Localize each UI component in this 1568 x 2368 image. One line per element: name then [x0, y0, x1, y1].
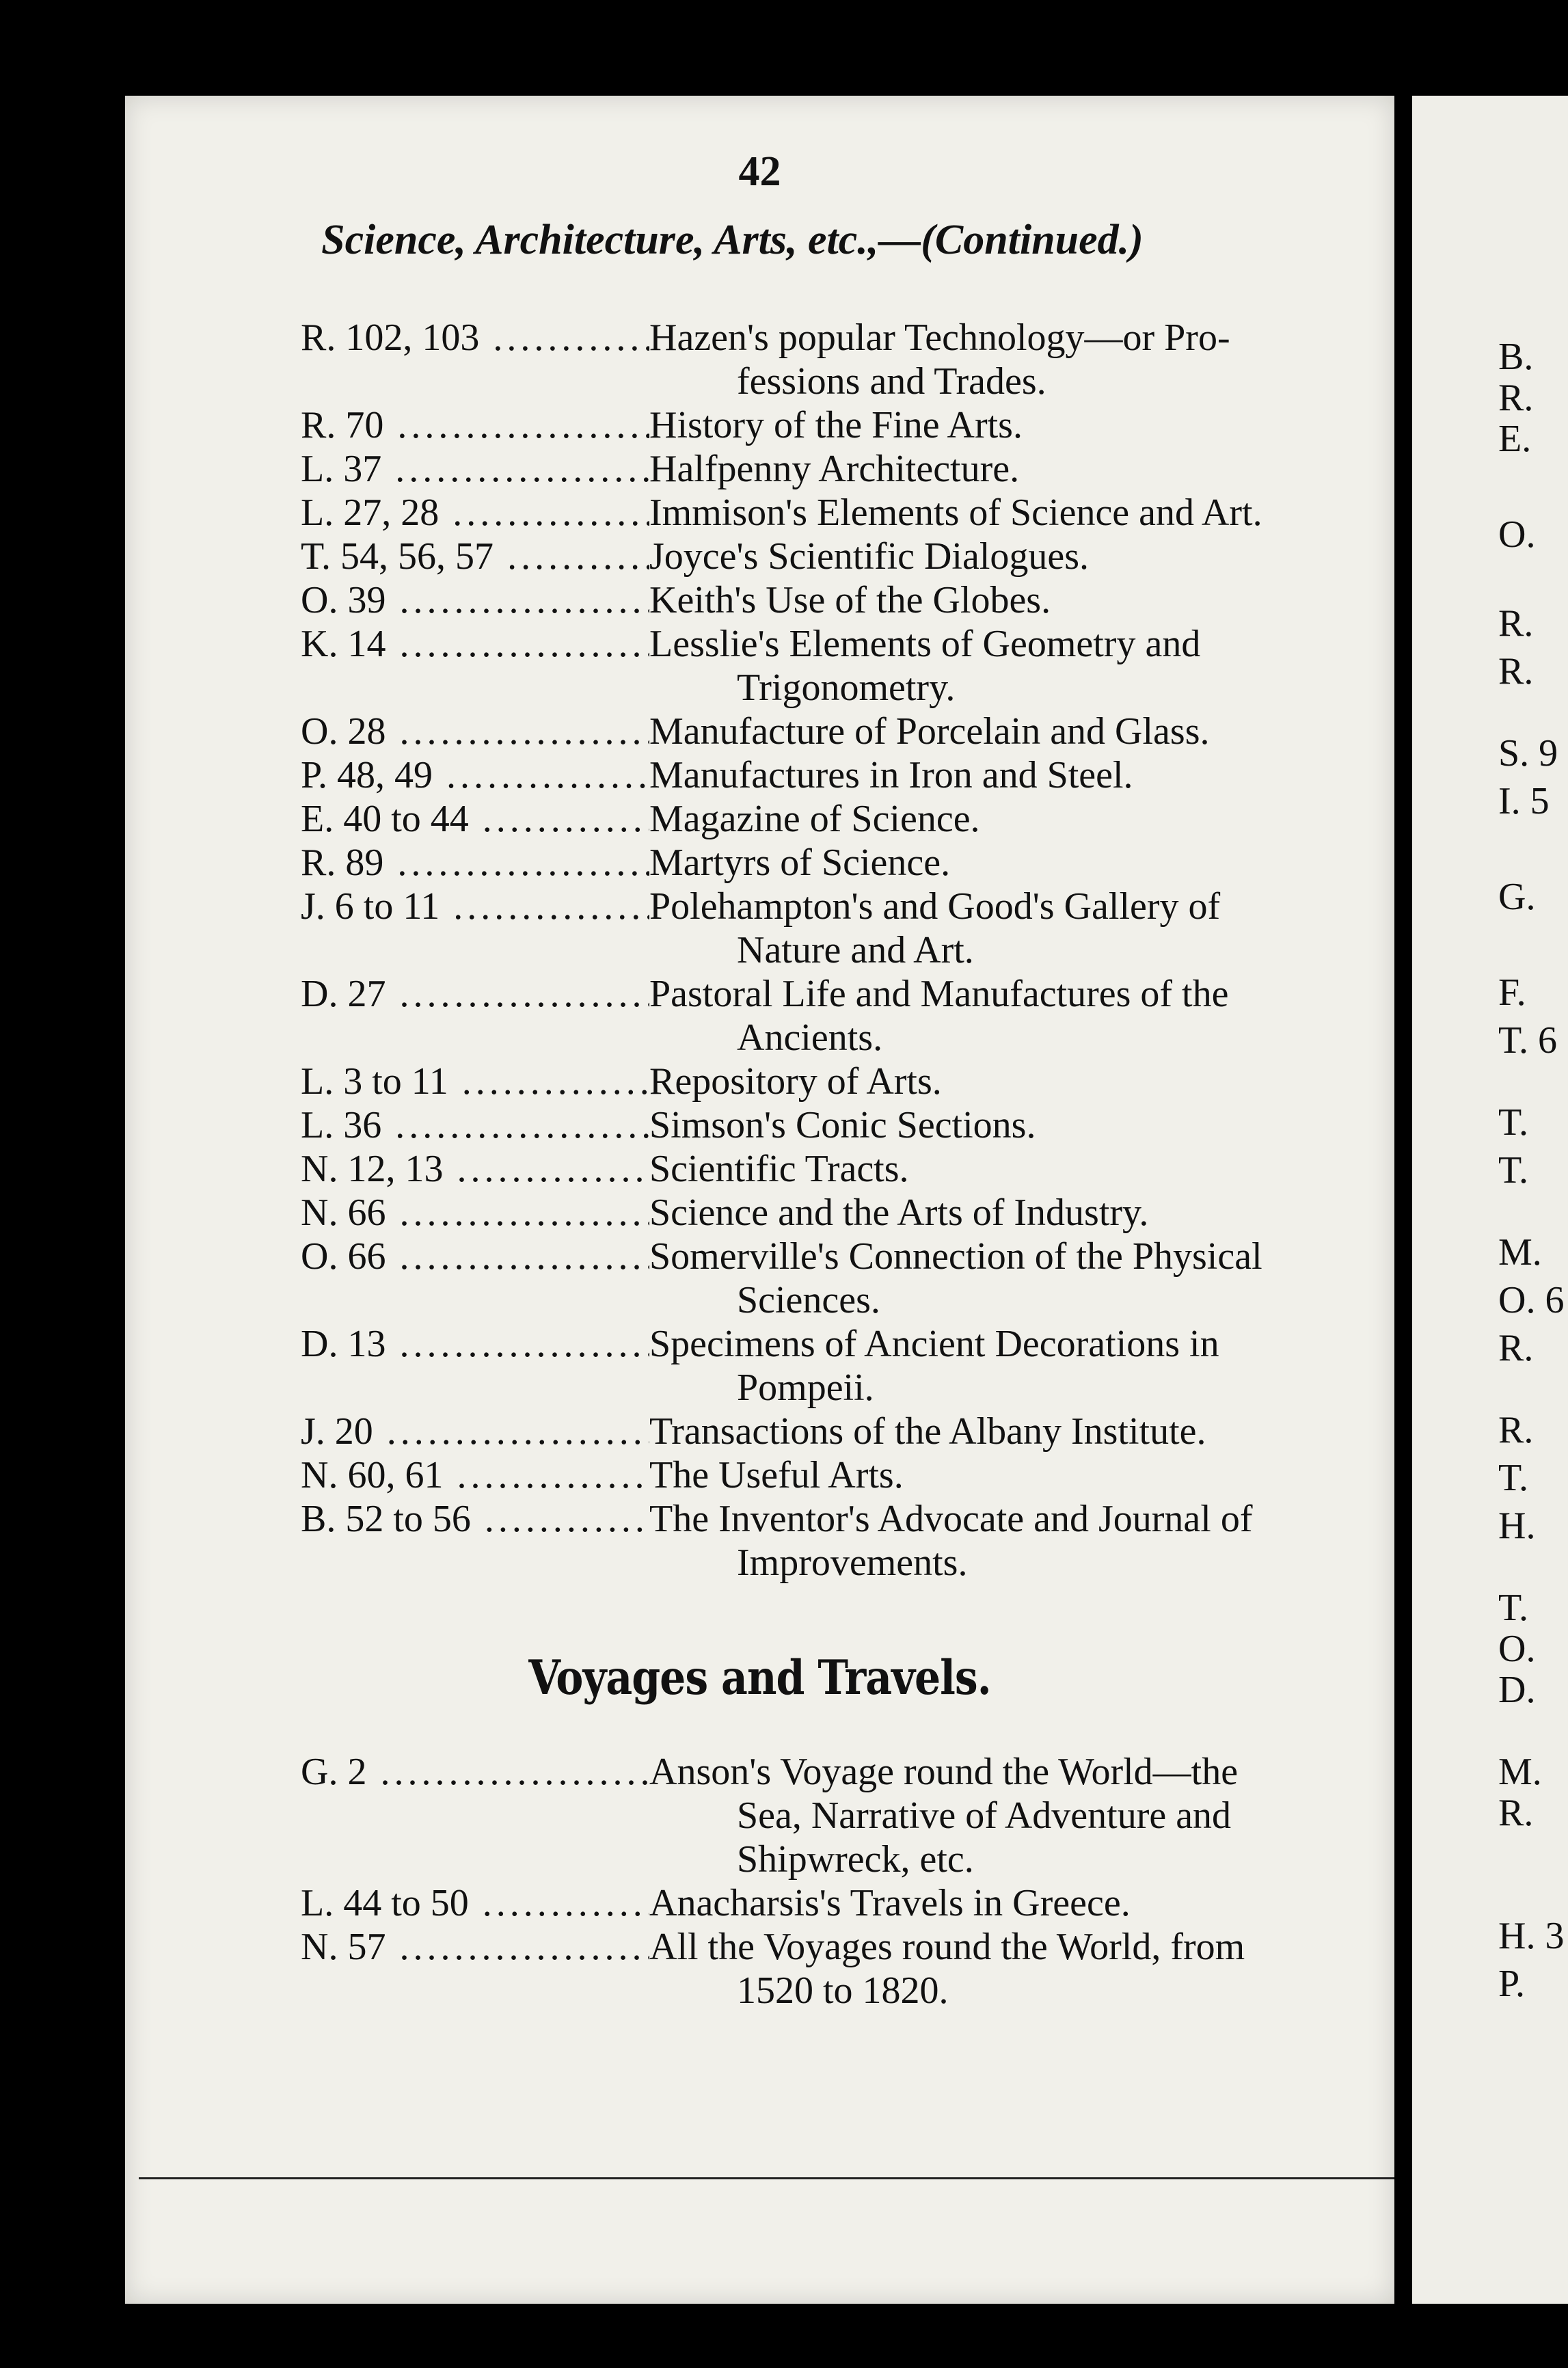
book-title: Scientific Tracts. — [649, 1148, 909, 1190]
science-entry — [301, 1191, 1388, 1235]
left-page — [125, 96, 1394, 2304]
right-page-reference: D. — [1498, 1669, 1536, 1711]
right-page-reference: O. — [1498, 1628, 1536, 1670]
shelf-reference: G. 2 ..... — [301, 1750, 649, 1794]
shelf-reference: R. 70 ..... — [301, 403, 649, 447]
book-title: Immison's Elements of Science and Art. — [649, 492, 1262, 534]
voyages-entry — [301, 1881, 1388, 1925]
science-entry — [301, 1322, 1388, 1410]
book-title: Specimens of Ancient Decorations in Pompeii. — [649, 1323, 1219, 1409]
page-number: 42 — [738, 148, 781, 195]
science-entry — [301, 710, 1388, 753]
shelf-reference: E. 40 to 44 ..... — [301, 797, 649, 841]
right-page-reference: T. — [1498, 1149, 1529, 1192]
book-title: Somerville's Connection of the Physical Sciences. — [649, 1235, 1262, 1321]
book-title: Anson's Voyage round the World—the Sea, Narrative of Adventure and Shipwreck, etc. — [649, 1751, 1239, 1881]
science-list — [301, 316, 1388, 1585]
science-entry — [301, 797, 1388, 841]
right-page-reference: R. — [1498, 602, 1534, 645]
shelf-reference: R. 89 ..... — [301, 841, 649, 885]
science-entry — [301, 316, 1388, 403]
book-title: Hazen's popular Technology—or Pro- fessions and Trades. — [649, 317, 1230, 403]
science-entry — [301, 447, 1388, 491]
right-page-reference: M. — [1498, 1751, 1542, 1793]
right-page-reference: P. — [1498, 1963, 1525, 2005]
section-title-voyages: Voyages and Travels. — [528, 1650, 991, 1706]
right-page-reference: T. 6 — [1498, 1019, 1558, 1062]
book-title: Anacharsis's Travels in Greece. — [649, 1882, 1131, 1924]
book-title: Keith's Use of the Globes. — [649, 579, 1051, 621]
science-entry — [301, 1060, 1388, 1103]
right-page-reference: R. — [1498, 1792, 1534, 1834]
book-title: Manufacture of Porcelain and Glass. — [649, 710, 1210, 753]
right-page-reference: I. 5 — [1498, 780, 1550, 822]
right-page-reference: M. — [1498, 1231, 1542, 1274]
shelf-reference: O. 66 ..... — [301, 1235, 649, 1278]
science-entry — [301, 972, 1388, 1060]
shelf-reference: R. 102, 103 ..... — [301, 316, 649, 360]
book-title: Martyrs of Science. — [649, 842, 951, 884]
shelf-reference: L. 44 to 50 ..... — [301, 1881, 649, 1925]
shelf-reference: J. 6 to 11 ..... — [301, 885, 649, 928]
book-title: History of the Fine Arts. — [649, 404, 1023, 446]
shelf-reference: P. 48, 49 ..... — [301, 753, 649, 797]
book-title: Science and the Arts of Industry. — [649, 1192, 1149, 1234]
shelf-reference: D. 27 ..... — [301, 972, 649, 1016]
shelf-reference: O. 39 ..... — [301, 578, 649, 622]
science-entry — [301, 491, 1388, 535]
right-page-reference: T. — [1498, 1101, 1529, 1144]
shelf-reference: N. 57 ..... — [301, 1925, 649, 1969]
right-page-reference: T. — [1498, 1457, 1529, 1499]
shelf-reference: D. 13 ..... — [301, 1322, 649, 1366]
bottom-rule — [139, 2177, 1394, 2179]
voyages-entry — [301, 1925, 1388, 2013]
science-entry — [301, 578, 1388, 622]
shelf-reference: L. 27, 28 ..... — [301, 491, 649, 535]
shelf-reference: B. 52 to 56 ..... — [301, 1497, 649, 1541]
shelf-reference: T. 54, 56, 57 ..... — [301, 535, 649, 578]
science-entry — [301, 1235, 1388, 1322]
shelf-reference: N. 12, 13 ..... — [301, 1147, 649, 1191]
right-page-reference: R. — [1498, 1409, 1534, 1451]
voyages-list — [301, 1750, 1388, 2013]
science-entry — [301, 1147, 1388, 1191]
shelf-reference: L. 37 ..... — [301, 447, 649, 491]
science-entry — [301, 622, 1388, 710]
shelf-reference: K. 14 ..... — [301, 622, 649, 666]
voyages-entry — [301, 1750, 1388, 1881]
science-entry — [301, 885, 1388, 972]
science-entry — [301, 753, 1388, 797]
right-page-reference: O. — [1498, 513, 1536, 556]
right-page-reference: T. — [1498, 1587, 1529, 1629]
right-page-reference: O. 6 — [1498, 1279, 1565, 1321]
book-title: Lesslie's Elements of Geometry and Trigonometry. — [649, 623, 1201, 709]
shelf-reference: O. 28 ..... — [301, 710, 649, 753]
right-page-reference: F. — [1498, 971, 1526, 1014]
book-title: Joyce's Scientific Dialogues. — [649, 535, 1090, 578]
right-page-reference: H. — [1498, 1505, 1536, 1547]
book-title: Manufactures in Iron and Steel. — [649, 754, 1133, 796]
book-title: Pastoral Life and Manufactures of the Ancients. — [649, 973, 1229, 1059]
right-page-fragment — [1412, 96, 1568, 2304]
book-title: Magazine of Science. — [649, 798, 980, 840]
science-entry — [301, 1497, 1388, 1585]
science-entry — [301, 1453, 1388, 1497]
book-title: Repository of Arts. — [649, 1060, 942, 1103]
right-page-reference: R. — [1498, 377, 1534, 419]
book-title: Transactions of the Albany Institute. — [649, 1410, 1206, 1453]
right-page-reference: H. 3 — [1498, 1915, 1565, 1957]
science-entry — [301, 535, 1388, 578]
right-page-reference: G. — [1498, 876, 1536, 918]
book-title: All the Voyages round the World, from 1520 to 1820. — [649, 1926, 1245, 2012]
book-title: Simson's Conic Sections. — [649, 1104, 1036, 1146]
right-page-reference: R. — [1498, 650, 1534, 692]
science-entry — [301, 841, 1388, 885]
shelf-reference: N. 66 ..... — [301, 1191, 649, 1235]
shelf-reference: L. 3 to 11 ..... — [301, 1060, 649, 1103]
book-title: Polehampton's and Good's Gallery of Nature and Art. — [649, 885, 1221, 971]
right-page-reference: R. — [1498, 1327, 1534, 1369]
book-title: The Inventor's Advocate and Journal of Improvements. — [649, 1498, 1253, 1584]
right-page-reference: B. — [1498, 336, 1534, 378]
book-title: Halfpenny Architecture. — [649, 448, 1020, 490]
shelf-reference: L. 36 ..... — [301, 1103, 649, 1147]
shelf-reference: N. 60, 61 ..... — [301, 1453, 649, 1497]
science-entry — [301, 1410, 1388, 1453]
science-entry — [301, 403, 1388, 447]
section-title-science: Science, Architecture, Arts, etc.,—(Continued.) — [321, 217, 1144, 263]
right-page-reference: S. 9 — [1498, 732, 1558, 775]
right-page-reference: E. — [1498, 418, 1532, 460]
science-entry — [301, 1103, 1388, 1147]
book-title: The Useful Arts. — [649, 1454, 904, 1496]
shelf-reference: J. 20 ..... — [301, 1410, 649, 1453]
